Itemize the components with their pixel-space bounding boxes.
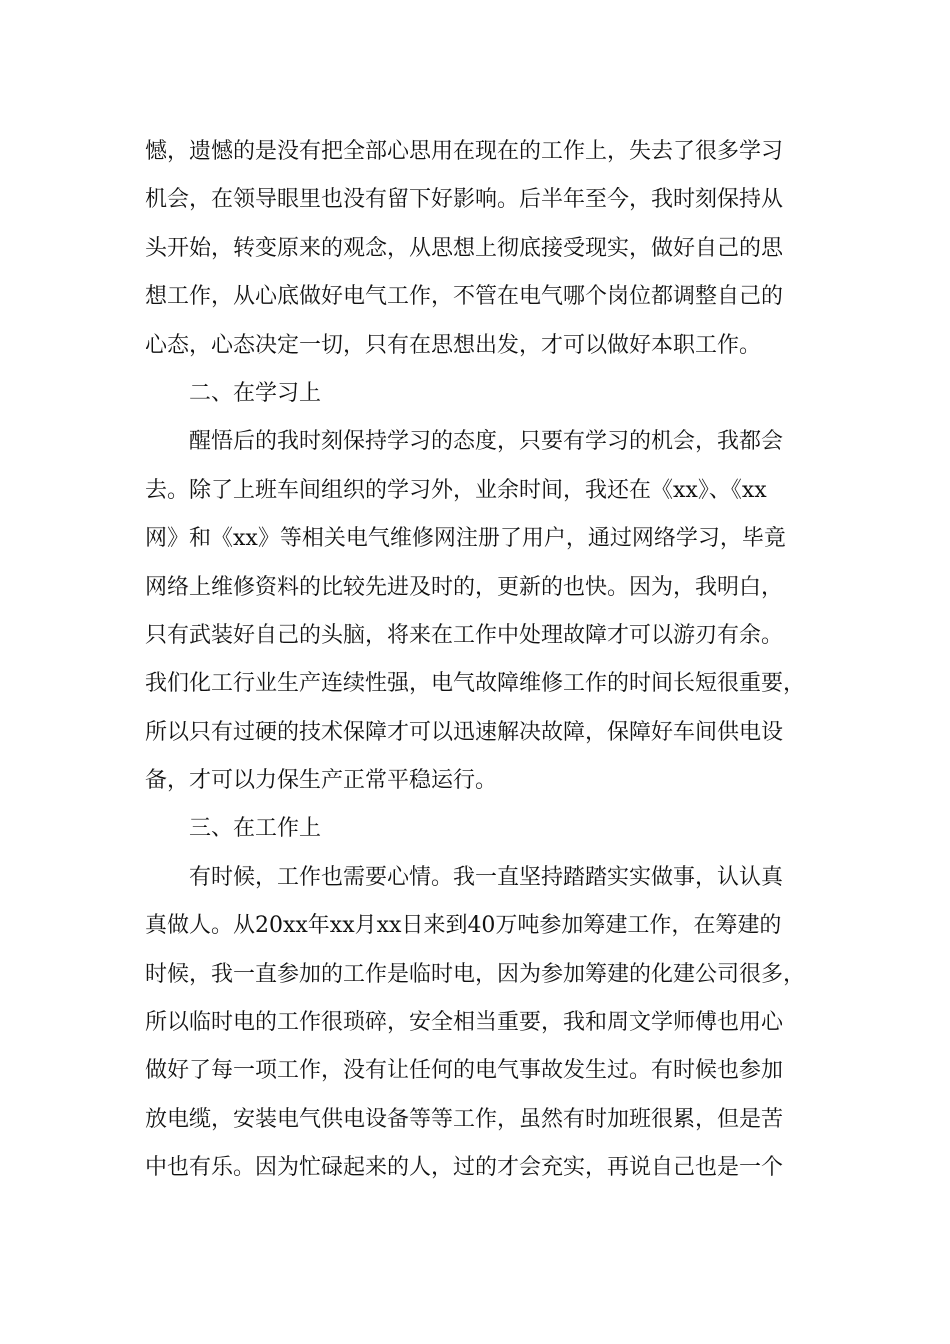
text-line-17: 真做人。从20xx年xx月xx日来到40万吨参加筹建工作，在筹建的 xyxy=(145,913,782,939)
text-line-14: 备，才可以力保生产正常平稳运行。 xyxy=(145,768,498,794)
text-line-18: 时候，我一直参加的工作是临时电，因为参加筹建的化建公司很多， xyxy=(145,961,806,987)
text-line-10: 网络上维修资料的比较先进及时的，更新的也快。因为，我明白， xyxy=(145,574,784,600)
text-line-20: 做好了每一项工作，没有让任何的电气事故发生过。有时候也参加 xyxy=(145,1058,784,1084)
paragraph-first-line: 有时候，工作也需要心情。我一直坚持踏踏实实做事，认认真 xyxy=(189,864,784,890)
text-line-2: 机会，在领导眼里也没有留下好影响。后半年至今，我时刻保持从 xyxy=(145,187,784,213)
paragraph-first-line: 醒悟后的我时刻保持学习的态度，只要有学习的机会，我都会 xyxy=(189,429,784,455)
document-body xyxy=(145,128,830,1193)
text-line-12: 我们化工行业生产连续性强，电气故障维修工作的时间长短很重要， xyxy=(145,671,806,697)
text-line-22: 中也有乐。因为忙碌起来的人，过的才会充实，再说自己也是一个 xyxy=(145,1155,784,1181)
text-line-9: 网》和《xx》等相关电气维修网注册了用户，通过网络学习，毕竟 xyxy=(145,526,786,552)
text-line-19: 所以临时电的工作很琐碎，安全相当重要，我和周文学师傅也用心 xyxy=(145,1010,784,1036)
text-line-4: 想工作，从心底做好电气工作，不管在电气哪个岗位都调整自己的 xyxy=(145,284,784,310)
text-line-1: 憾，遗憾的是没有把全部心思用在现在的工作上，失去了很多学习 xyxy=(145,139,784,164)
text-line-11: 只有武装好自己的头脑，将来在工作中处理故障才可以游刃有余。 xyxy=(145,622,784,648)
text-line-21: 放电缆，安装电气供电设备等等工作，虽然有时加班很累，但是苦 xyxy=(145,1106,784,1132)
text-line-3: 头开始，转变原来的观念，从思想上彻底接受现实，做好自己的思 xyxy=(145,235,784,261)
text-line-5: 心态，心态决定一切，只有在思想出发，才可以做好本职工作。 xyxy=(145,332,762,358)
text-line-8: 去。除了上班车间组织的学习外，业余时间，我还在《xx》、《xx xyxy=(145,477,767,503)
text-line-13: 所以只有过硬的技术保障才可以迅速解决故障，保障好车间供电设 xyxy=(145,719,784,745)
section-heading-study: 二、在学习上 xyxy=(189,380,322,406)
section-heading-work: 三、在工作上 xyxy=(189,816,322,842)
